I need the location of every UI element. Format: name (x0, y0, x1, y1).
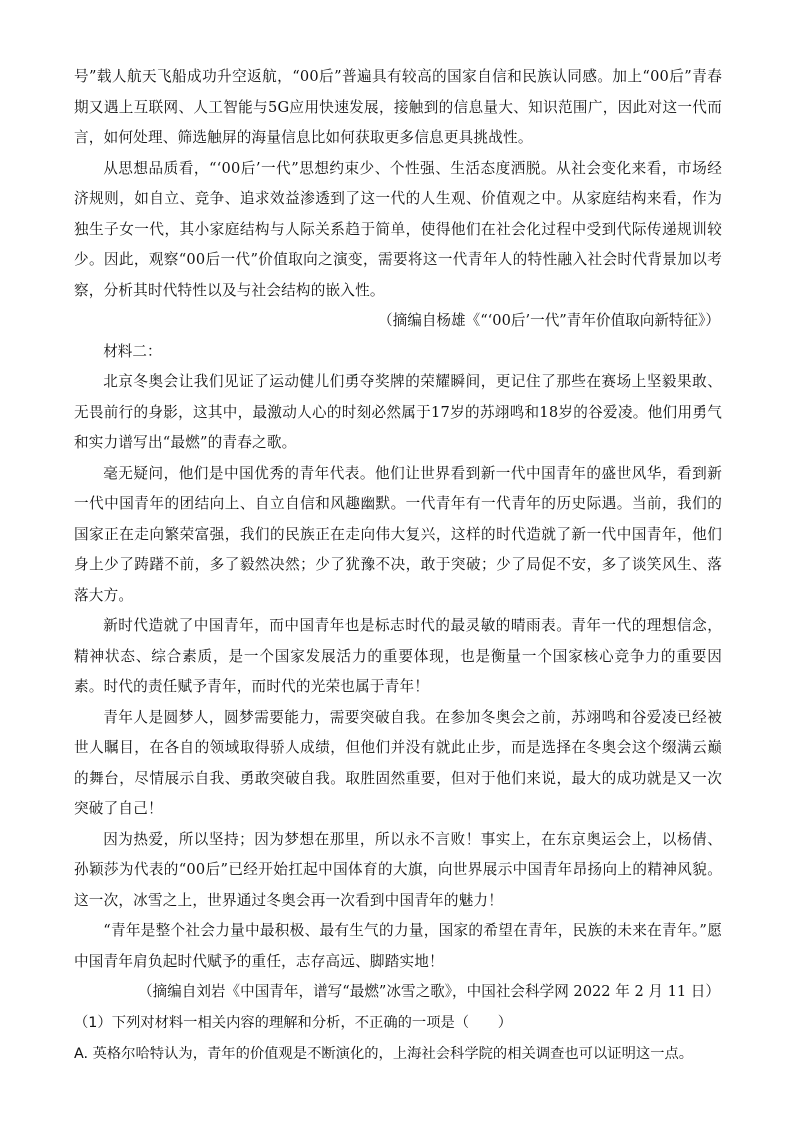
material1-source: （摘编自杨雄《“‘00后’一代”青年价值取向新特征》） (378, 312, 720, 329)
question-option-a: A. 英格尔哈特认为，青年的价值观是不断演化的，上海社会科学院的相关调查也可以证明这一点。 (74, 1045, 694, 1062)
material2-paragraph: 因为热爱，所以坚持；因为梦想在那里，所以永不言败！事实上，在东京奥运会上，以杨倩、孙颖莎为代表的“00后”已经开始扛起中国体育的大旗，向世界展示中国青年昂扬向上的精神风貌。这一次，冰雪之上，世界通过冬奥会再一次看到中国青年的魅力！ (74, 830, 722, 909)
material2-paragraph: “青年是整个社会力量中最积极、最有生气的力量，国家的希望在青年，民族的未来在青年。”愿中国青年肩负起时代赋予的重任，志存高远、脚踏实地！ (74, 922, 722, 970)
material2-paragraph: 新时代造就了中国青年，而中国青年也是标志时代的最灵敏的晴雨表。青年一代的理想信念，精神状态、综合素质，是一个国家发展活力的重要体现，也是衡量一个国家核心竞争力的重要因素。时代的责任赋予青年，而时代的光荣也属于青年！ (74, 617, 722, 695)
material1-paragraph: 从思想品质看，“‘00后’一代”思想约束少、个性强、生活态度洒脱。从社会变化来看，市场经济规则，如自立、竞争、追求效益渗透到了这一代的人生观、价值观之中。从家庭结构来看，作为独生子女一代，其小家庭结构与人际关系趋于简单，使得他们在社会化过程中受到代际传递规训较少。因此，观察“00后一代”价值取向之演变，需要将这一代青年人的特性融入社会时代背景加以考察，分析其时代特性以及与社会结构的嵌入性。 (74, 159, 722, 299)
material2-paragraph: 北京冬奥会让我们见证了运动健儿们勇夺奖牌的荣耀瞬间，更记住了那些在赛场上坚毅果敢、无畏前行的身影，这其中，最激动人心的时刻必然属于17岁的苏翊鸣和18岁的谷爱凌。他们用勇气和实力谱写出“最燃”的青春之歌。 (74, 373, 722, 451)
material2-paragraph: 毫无疑问，他们是中国优秀的青年代表。他们让世界看到新一代中国青年的盛世风华，看到新一代中国青年的团结向上、自立自信和风趣幽默。一代青年有一代青年的历史际遇。当前，我们的国家正在走向繁荣富强，我们的民族正在走向伟大复兴，这样的时代造就了新一代中国青年，他们身上少了踌躇不前，多了毅然决然；少了犹豫不决，敢于突破；少了局促不安，多了谈笑风生、落落大方。 (74, 464, 722, 604)
material2-label: 材料二： (103, 342, 162, 360)
question-stem: （1）下列对材料一相关内容的理解和分析，不正确的一项是（ ） (74, 1014, 512, 1031)
material1-paragraph-continued: 号”载人航天飞船成功升空返航，“00后”普遍具有较高的国家自信和民族认同感。加上“00后”青春期又遇上互联网、人工智能与5G应用快速发展，接触到的信息量大、知识范围广，因此对这一代而言，如何处理、筛选触屏的海量信息比如何获取更多信息更具挑战性。 (74, 68, 722, 146)
material2-source: （摘编自刘岩《中国青年，谱写“最燃”冰雪之歌》，中国社会科学网 2022 年 2 月 11 日） (137, 983, 720, 1000)
material2-paragraph: 青年人是圆梦人，圆梦需要能力，需要突破自我。在参加冬奥会之前，苏翊鸣和谷爱凌已经被世人瞩目，在各自的领域取得骄人成绩，但他们并没有就此止步，而是选择在冬奥会这个缀满云巅的舞台，尽情展示自我、勇敢突破自我。取胜固然重要，但对于他们来说，最大的成功就是又一次突破了自己！ (74, 708, 722, 817)
